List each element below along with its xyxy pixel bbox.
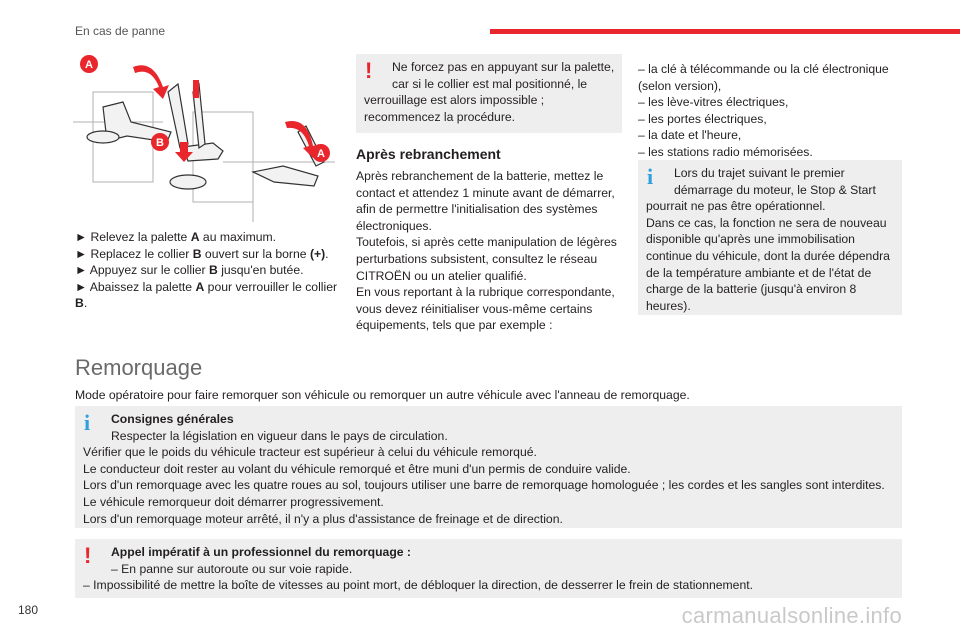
battery-clamp-illustration: [73, 52, 335, 222]
figure-callout-b: [151, 133, 169, 151]
warning-note-tow-professional: ! Appel impératif à un professionnel du remorquage : – En panne sur autoroute ou sur voie rapide. – Impossibilité de mettre la boîte de vitesses au point mort, de débloquer la direction, de desserrer le frein de stationnement.: [75, 539, 902, 598]
info-icon: i: [84, 410, 91, 435]
list-item: – les lève-vitres électriques,: [638, 95, 789, 110]
towing-section-title: Remorquage: [75, 355, 203, 380]
list-item: – les portes électriques,: [638, 111, 767, 126]
section-header-title: En cas de panne: [75, 24, 166, 38]
watermark: carmanualsonline.info: [681, 603, 902, 628]
header-accent-bar: [490, 29, 960, 34]
svg-text:A: A: [85, 59, 93, 71]
info-note-general-rules: i Consignes générales Respecter la législation en vigueur dans le pays de circulation. Vérifier que le poids du véhicule tracteur est supérieur à celui du véhicule remorqué. Le conducteur doit rester au volant du véhicule remorqué et être muni d'un permis de conduire valide. Lors d'un remorquage avec les quatre roues au sol, toujours utiliser une barre de remorquage homologuée ; les cordes et les sangles sont interdites. Le véhicule remorqueur doit démarrer progressivement. Lors d'un remorquage moteur arrêté, il n'y a plus d'assistance de freinage et de direction.: [75, 406, 902, 528]
warning-icon: !: [365, 58, 373, 83]
svg-text:A: A: [317, 148, 325, 160]
list-item: – les stations radio mémorisées.: [638, 144, 813, 159]
list-item: (selon version),: [638, 78, 722, 93]
step-item: ► Abaissez la palette A pour verrouiller le collier B.: [75, 279, 338, 311]
figure-callout-a-right: [312, 144, 330, 162]
list-item: – la clé à télécommande ou la clé électronique: [638, 62, 889, 76]
info-note-stop-start: i Lors du trajet suivant le premier démarrage du moteur, le Stop & Start pourrait ne pas être opérationnel. Dans ce cas, la fonction ne sera de nouveau disponible qu'après une immobilisation continue du véhicule, dont la durée dépendra de la température ambiante et de l'état de charge de la batterie (jusqu'à environ 8 heures).: [638, 160, 902, 315]
step-item: ► Relevez la palette A au maximum.: [75, 230, 277, 244]
svg-text:B: B: [156, 137, 164, 149]
towing-intro: Mode opératoire pour faire remorquer son véhicule ou remorquer un autre véhicule avec l'anneau de remorquage.: [75, 388, 690, 402]
page-number: 180: [18, 603, 39, 617]
step-item: ► Replacez le collier B ouvert sur la borne (+).: [75, 246, 329, 261]
list-item: – la date et l'heure,: [638, 128, 742, 143]
equipment-list: [638, 61, 908, 161]
reconnect-steps: [75, 229, 345, 312]
warning-note-palette: ! Ne forcez pas en appuyant sur la palette, car si le collier est mal positionné, le verrouillage est alors impossible ; recommencez la procédure.: [356, 54, 622, 133]
figure-callout-a-top: [80, 55, 98, 73]
warning-icon: !: [84, 543, 92, 568]
after-reconnect-heading: Après rebranchement: [356, 146, 501, 162]
after-reconnect-text: Après rebranchement de la batterie, mettez le contact et attendez 1 minute avant de démarrer, afin de permettre l'initialisation des systèmes électroniques. Toutefois, si après cette manipulation de légères perturbations subsistent, consultez le réseau CITROËN ou un atelier qualifié. En vous reportant à la rubrique correspondante, vous devez réinitialiser vous-même certains équipements, tels que par exemple :: [356, 169, 617, 333]
info-icon: i: [647, 164, 654, 189]
step-item: ► Appuyez sur le collier B jusqu'en butée.: [75, 263, 304, 278]
